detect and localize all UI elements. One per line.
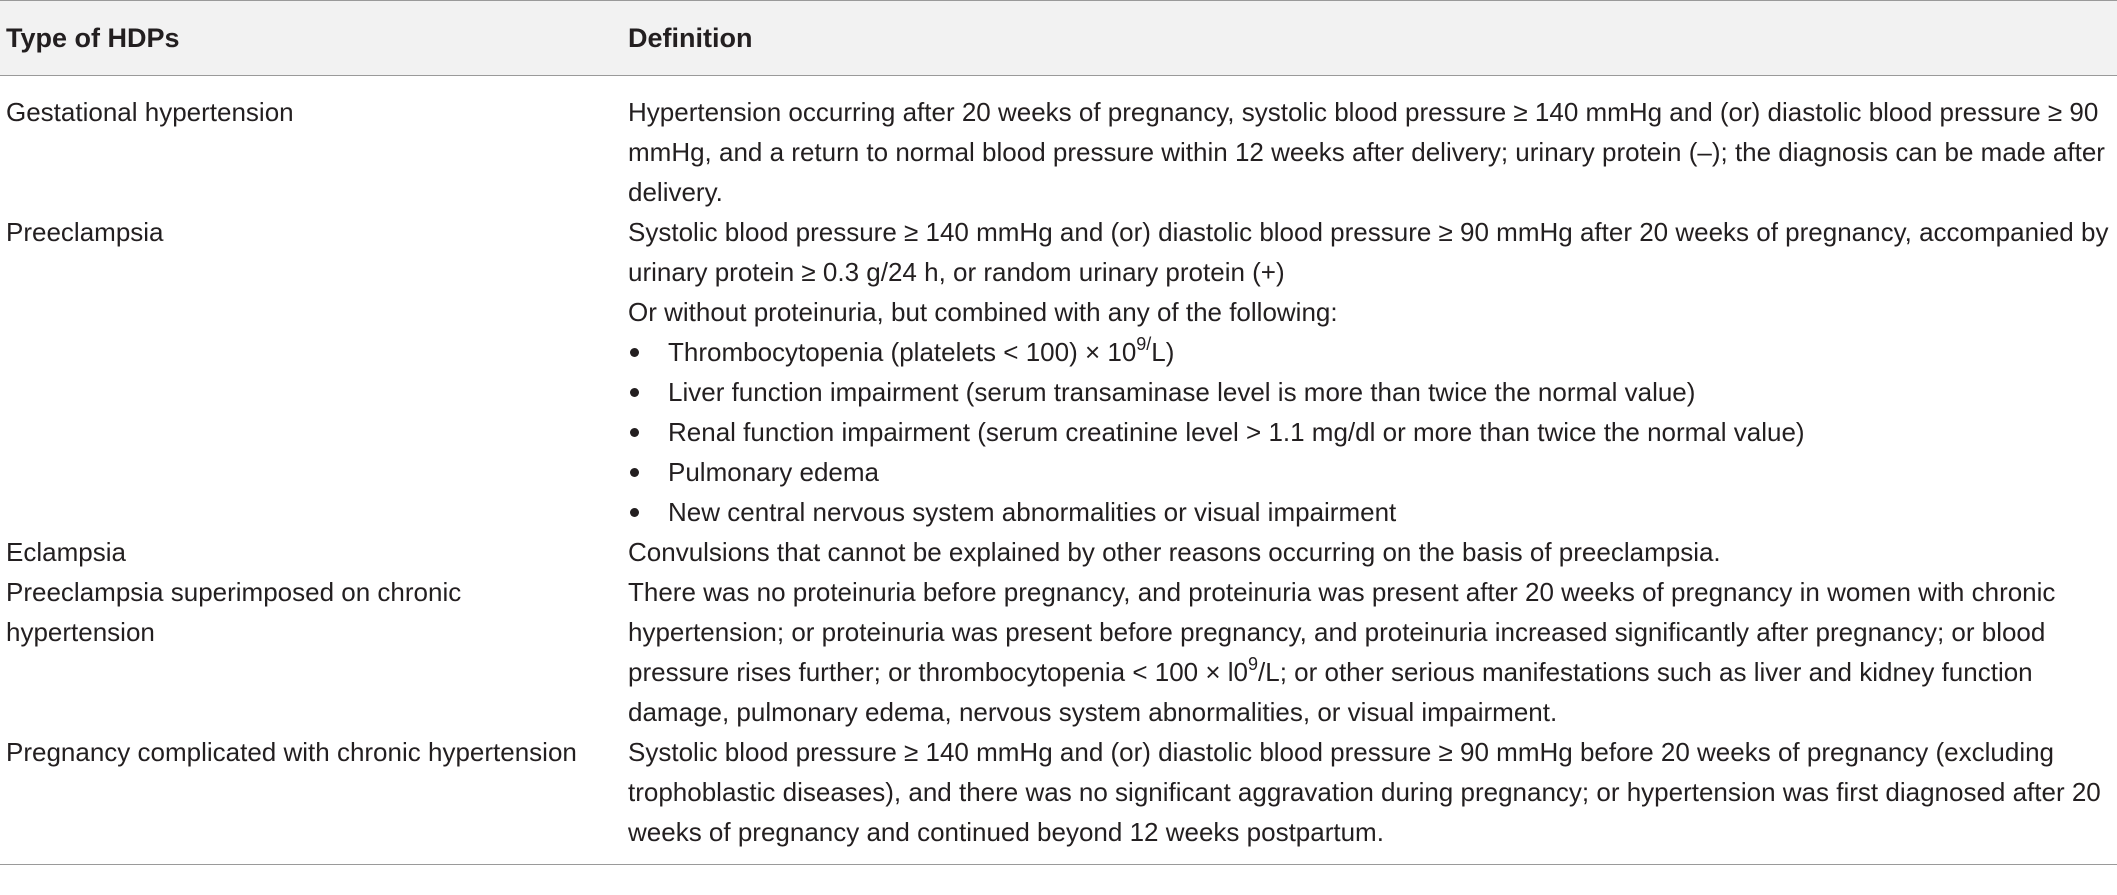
superscript: 9/: [1136, 334, 1152, 354]
type-cell: Preeclampsia superimposed on chronic hypertension: [6, 577, 462, 647]
definition-cell: Systolic blood pressure ≥ 140 mmHg and (or) diastolic blood pressure ≥ 90 mmHg before 20 weeks of pregnancy (excluding trophoblastic diseases), and there was no significant aggravation during pregnancy; or hypertension was first diagnosed after 20 weeks of pregnancy and continued beyond 12 weeks postpartum.: [617, 732, 2117, 865]
type-cell: Gestational hypertension: [6, 97, 294, 127]
bullet-icon: [630, 468, 639, 477]
definition-text-secondary: Or without proteinuria, but combined with any of the following:: [628, 297, 1338, 327]
bullet-icon: [630, 348, 639, 357]
definition-cell: [617, 212, 2117, 532]
definition-text: Systolic blood pressure ≥ 140 mmHg and (or) diastolic blood pressure ≥ 90 mmHg after 20 weeks of pregnancy, accompanied by urinary protein ≥ 0.3 g/24 h, or random urinary protein (+): [628, 217, 2109, 287]
type-cell: Eclampsia: [6, 537, 126, 567]
type-cell: Pregnancy complicated with chronic hypertension: [0, 732, 617, 865]
list-item-text: Liver function impairment (serum transaminase level is more than twice the normal value): [668, 377, 1696, 407]
list-item: [628, 492, 2117, 532]
definition-cell: [617, 572, 2117, 732]
table-row: [0, 732, 2117, 865]
list-item: [628, 452, 2117, 492]
definition-cell: Hypertension occurring after 20 weeks of pregnancy, systolic blood pressure ≥ 140 mmHg and (or) diastolic blood pressure ≥ 90 mmHg, and a return to normal blood pressure within 12 weeks after delivery; urinary protein (–); the diagnosis can be made after delivery.: [628, 97, 2105, 207]
superscript: 9: [1248, 654, 1259, 674]
table-row: [0, 76, 2117, 213]
bullet-icon: [630, 388, 639, 397]
table-body: [0, 76, 2117, 865]
table-row: [0, 532, 2117, 572]
list-item: [628, 412, 2117, 452]
table-row: [0, 572, 2117, 732]
list-item-text-suffix: L): [1151, 337, 1175, 367]
list-item: [628, 332, 2117, 372]
list-item: [628, 372, 2117, 412]
definition-cell: Convulsions that cannot be explained by other reasons occurring on the basis of preeclampsia.: [628, 537, 1721, 567]
criteria-list: [628, 332, 2117, 532]
header-row: [0, 1, 2117, 76]
header-definition: Definition: [617, 1, 2117, 76]
table-header: [0, 1, 2117, 76]
list-item-text: Thrombocytopenia (platelets < 100) × 10: [668, 337, 1137, 367]
type-cell: Preeclampsia: [6, 217, 164, 247]
bullet-icon: [630, 508, 639, 517]
header-type: Type of HDPs: [0, 1, 617, 76]
table-row: [0, 212, 2117, 532]
list-item-text: New central nervous system abnormalities or visual impairment: [668, 497, 1397, 527]
definition-text-suffix: /L; or other serious manifestations such as liver and kidney function damage, pulmonary edema, nervous system abnormalities, or visual impairment.: [628, 657, 2033, 727]
bullet-icon: [630, 428, 639, 437]
definition-text: There was no proteinuria before pregnancy, and proteinuria was present after 20 weeks of pregnancy in women with chronic hypertension; or proteinuria was present before pregnancy, and proteinuria increased significantly after pregnancy; or blood pressure rises further; or thrombocytopenia < 100 × l0: [628, 577, 2056, 687]
list-item-text: Pulmonary edema: [668, 457, 879, 487]
list-item-text: Renal function impairment (serum creatinine level > 1.1 mg/dl or more than twice the normal value): [668, 417, 1805, 447]
